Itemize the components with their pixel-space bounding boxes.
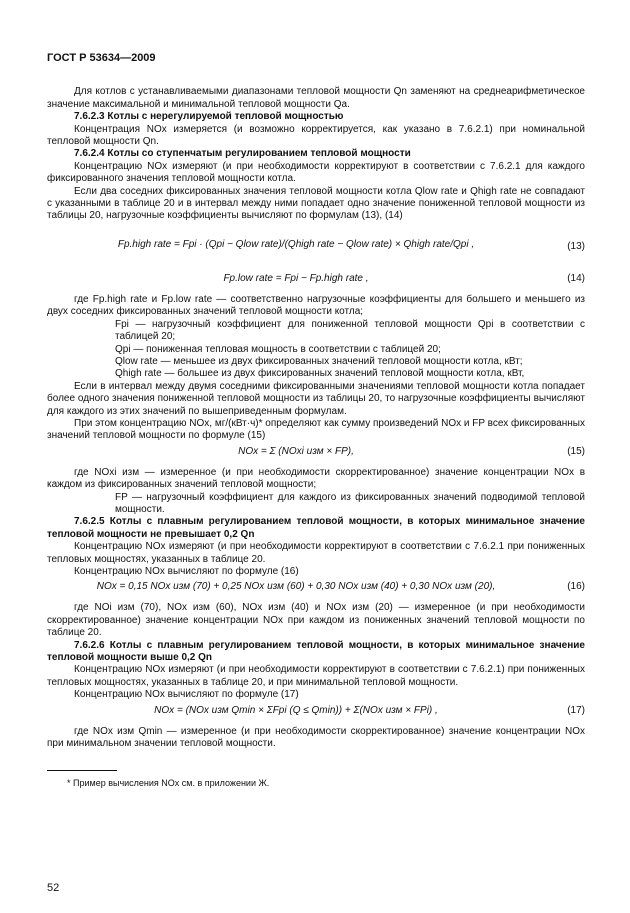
formula-17-expression: NOx = (NOx изм Qmin × ΣFpi (Q ≤ Qmin)) + Σ(NOx изм × FPi) , — [154, 704, 438, 716]
formula-16-number: (16) — [567, 581, 585, 593]
paragraph: Если в интервал между двумя соседними фиксированными значениями тепловой мощности котла попадает более одного значения пониженной тепловой мощности из таблицы 20, то нагрузочные коэффициенты вычисляют для каждого из этих значений по вышеприведенным формулам. — [47, 380, 585, 417]
section-heading: 7.6.2.3 Котлы с нерегулируемой тепловой мощностью — [74, 111, 344, 123]
section-heading: 7.6.2.4 Котлы со ступенчатым регулированием тепловой мощности — [74, 148, 411, 160]
footnote: * Пример вычисления NOx см. в приложении Ж. — [67, 778, 270, 789]
paragraph: Для котлов с устанавливаемыми диапазонами тепловой мощности Qn заменяют на среднеарифметическое значение максимальной и минимальной тепловой мощности Qa. — [47, 86, 585, 110]
formula-16-expression: NOx = 0,15 NOx изм (70) + 0,25 NOx изм (60) + 0,30 NOx изм (40) + 0,30 NOx изм (20), — [96, 581, 496, 593]
formula-17-number: (17) — [567, 704, 585, 716]
paragraph: Если два соседних фиксированных значения тепловой мощности котла Qlow rate и Qhigh rate не совпадают с указанными в таблице 20 и в интервал между ними попадает одно значение пониженной тепловой мощности из таблицы 20, нагрузочные коэффициенты вычисляют по формулам (13), (14) — [47, 185, 585, 222]
formula-16 — [47, 581, 585, 599]
where-clause: Qlow rate — меньшее из двух фиксированных значений тепловой мощности котла, кВт; — [115, 355, 523, 367]
paragraph: Концентрация NOx измеряется (и возможно корректируется, как указано в 7.6.2.1) при номинальной тепловой мощности Qn. — [47, 123, 585, 148]
formula-14-expression: Fp.low rate = Fpi − Fp.high rate , — [223, 272, 369, 284]
paragraph: Концентрацию NOx вычисляют по формуле (16) — [74, 566, 299, 577]
where-clause: где NOxi изм — измеренное (и при необходимости скорректированное) значение концентрации NOx в каждом из фиксированных значений тепловой мощности; — [47, 466, 585, 491]
formula-13-number: (13) — [567, 240, 585, 252]
section-heading: 7.6.2.6 Котлы с плавным регулированием тепловой мощности, в которых минимальное значение тепловой мощности выше 0,2 Qn — [47, 639, 585, 664]
where-clause: Fpi — нагрузочный коэффициент для пониженной тепловой мощности Qpi в соответствии с таблицей 20; — [115, 318, 585, 343]
formula-13-expression: Fp.high rate = Fpi · (Qpi − Qlow rate)/(Qhigh rate − Qlow rate) × Qhigh rate/Qpi , — [117, 238, 475, 250]
formula-15-expression: NOx = Σ (NOxi изм × FP), — [238, 445, 354, 457]
paragraph: Концентрацию NOx вычисляют по формуле (17) — [74, 689, 299, 701]
document-header: ГОСТ Р 53634—2009 — [47, 52, 156, 64]
formula-15-number: (15) — [567, 445, 585, 457]
where-clause: где Fp.high rate и Fp.low rate — соответственно нагрузочные коэффициенты для большего и меньшего из двух соседних фиксированных значений тепловой мощности котла; — [47, 293, 585, 318]
section-heading: 7.6.2.5 Котлы с плавным регулированием тепловой мощности, в которых минимальное значение тепловой мощности не превышает 0,2 Qn — [47, 516, 585, 540]
formula-13 — [47, 229, 585, 265]
where-clause: где NOi изм (70), NOx изм (60), NOx изм (40) и NOx изм (20) — измеренное (и при необходимости скорректированное) значение концентрации NOx при каждом из пониженных значений тепловой мощности по таблице 20. — [47, 602, 585, 639]
paragraph: При этом концентрацию NOx, мг/(кВт·ч)* определяют как сумму произведений NOx и FP всех фиксированных значений тепловой мощности по формуле (15) — [47, 417, 585, 442]
formula-14-number: (14) — [567, 272, 585, 284]
formula-15 — [47, 446, 585, 464]
where-clause: Qhigh rate — большее из двух фиксированных значений тепловой мощности котла, кВт, — [115, 368, 525, 380]
paragraph: Концентрацию NOx измеряют (и при необходимости корректируют в соответствии с 7.6.2.1 при пониженных тепловых мощностях, указанных в таблице 20. — [47, 541, 585, 565]
where-clause: FP — нагрузочный коэффициент для каждого из фиксированных значений подводимой тепловой мощности. — [115, 491, 585, 515]
where-clause: Qpi — пониженная тепловая мощность в соответствии с таблицей 20; — [115, 343, 441, 355]
formula-14 — [47, 273, 585, 291]
page-number: 52 — [47, 882, 60, 894]
footnote-divider — [47, 770, 117, 771]
where-clause: где NOx изм Qmin — измеренное (и при необходимости скорректированное) значение концентрации NOx при минимальном значении тепловой мощности. — [47, 725, 585, 750]
formula-17 — [47, 705, 585, 723]
paragraph: Концентрацию NOx измеряют (и при необходимости корректируют в соответствии с 7.6.2.1) при пониженных тепловых мощностях, указанных в таблице 20, и при минимальной тепловой мощности. — [47, 664, 585, 688]
paragraph: Концентрацию NOx измеряют (и при необходимости корректируют в соответствии с 7.6.2.1 для каждого фиксированного значения тепловой мощности котла. — [47, 160, 585, 185]
